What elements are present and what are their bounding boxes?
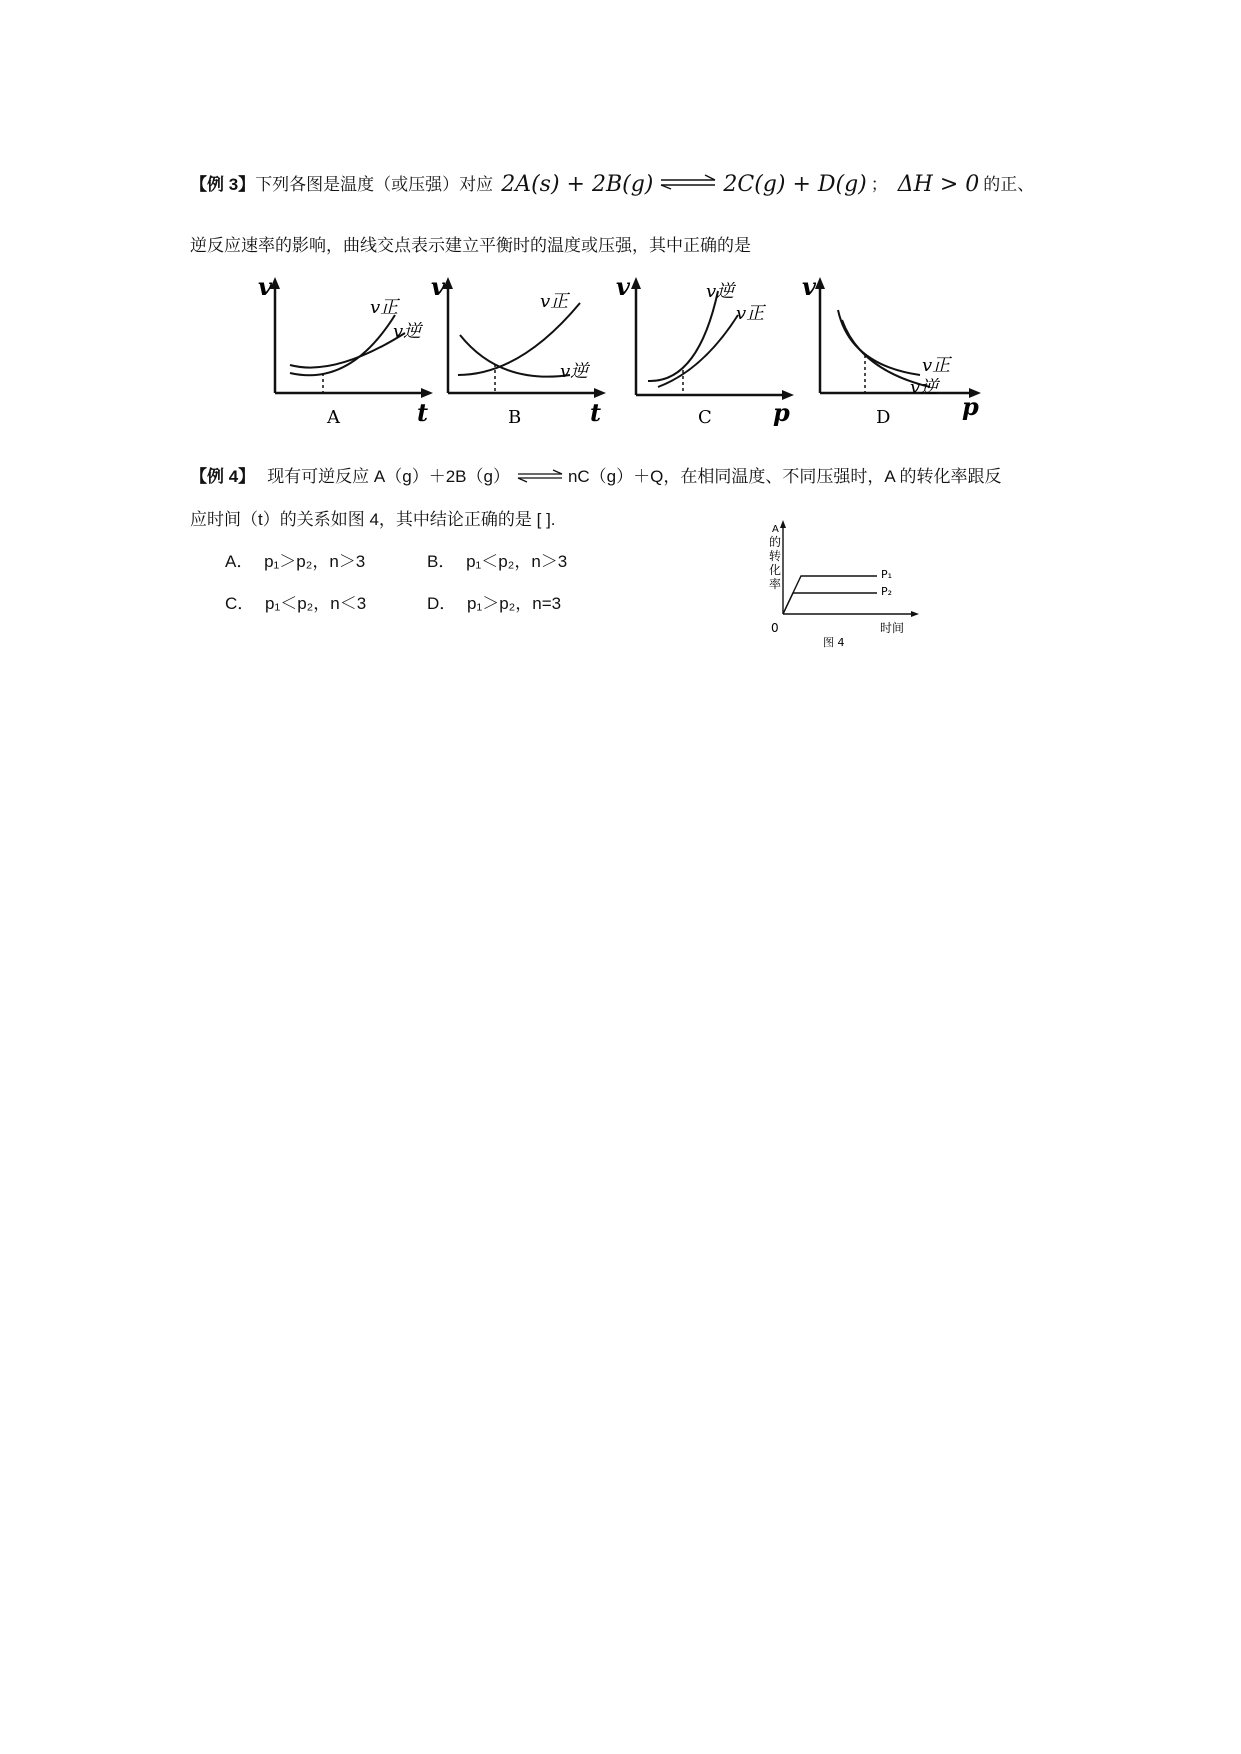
fig4-series1-label: P₁ bbox=[881, 568, 893, 581]
ex3-reaction-left: 2A(s) + 2B(g) bbox=[501, 172, 654, 197]
graph-b-letter: B bbox=[508, 407, 522, 428]
graph-d-letter: D bbox=[876, 407, 891, 428]
option-c-text: p₁＜p₂，n＜3 bbox=[265, 594, 367, 613]
graph-a-curve1-label: v正 bbox=[370, 297, 399, 318]
fig4-series2-label: P₂ bbox=[881, 585, 893, 598]
graph-a-curve2-label: v逆 bbox=[393, 321, 422, 342]
graph-b-x-axis: t bbox=[590, 398, 602, 427]
ex3-tag: 【例 3】 bbox=[190, 175, 256, 194]
ex3-line1 bbox=[190, 170, 1034, 200]
fig4-y-label-2: 的 bbox=[769, 535, 782, 549]
ex3-semicolon: ； bbox=[870, 175, 888, 194]
option-d-text: p₁＞p₂，n=3 bbox=[467, 594, 562, 613]
ex4-line2: 应时间（t）的关系如图 4，其中结论正确的是 [ ]. bbox=[190, 510, 556, 529]
ex3-text-before: 下列各图是温度（或压强）对应 bbox=[255, 175, 494, 194]
graph-d bbox=[800, 272, 985, 430]
equilibrium-arrow-small-icon bbox=[516, 466, 564, 488]
ex4-option-c bbox=[225, 593, 366, 615]
graph-a-letter: A bbox=[327, 407, 340, 428]
option-d-label: D． bbox=[427, 594, 457, 613]
ex4-option-a bbox=[225, 551, 365, 573]
fig4-y-label-4: 化 bbox=[769, 563, 782, 577]
graph-a-y-axis: v bbox=[258, 272, 272, 301]
ex4-line1 bbox=[190, 466, 1002, 488]
graph-a-x-axis: t bbox=[417, 398, 429, 427]
option-a-label: A． bbox=[225, 552, 254, 571]
figure-4 bbox=[745, 518, 925, 653]
graph-c-letter: C bbox=[698, 407, 712, 428]
fig4-y-label-5: 率 bbox=[769, 577, 782, 591]
graph-b-curve1-label: v正 bbox=[540, 291, 569, 312]
ex4-option-d bbox=[427, 593, 561, 615]
graph-c bbox=[616, 272, 798, 430]
equilibrium-arrow-icon bbox=[659, 174, 717, 196]
fig4-origin: 0 bbox=[771, 621, 779, 635]
ex3-delta-h: ΔH > 0 bbox=[897, 172, 980, 197]
fig4-y-label-1: A bbox=[772, 524, 779, 535]
graph-c-curve1-label: v逆 bbox=[706, 281, 735, 302]
ex4-option-b bbox=[427, 551, 567, 573]
graph-d-curve2-label: v逆 bbox=[910, 377, 939, 398]
graph-c-y-axis: v bbox=[616, 272, 630, 301]
ex3-text-after: 的正、 bbox=[983, 175, 1035, 194]
ex4-tag: 【例 4】 bbox=[190, 467, 256, 486]
fig4-caption: 图 4 bbox=[823, 636, 845, 649]
option-b-text: p₁＜p₂，n＞3 bbox=[466, 552, 568, 571]
option-a-text: p₁＞p₂，n＞3 bbox=[264, 552, 366, 571]
ex4-line1-b: nC（g）＋Q，在相同温度、不同压强时，A 的转化率跟反 bbox=[567, 467, 1002, 486]
graph-c-curve2-label: v正 bbox=[736, 303, 765, 324]
ex4-line1-a: 现有可逆反应 A（g）＋2B（g） bbox=[267, 467, 510, 486]
option-c-label: C． bbox=[225, 594, 255, 613]
graph-b bbox=[430, 272, 610, 430]
graph-c-x-axis: p bbox=[773, 398, 790, 427]
option-b-label: B． bbox=[427, 552, 456, 571]
graph-a bbox=[255, 272, 435, 430]
graph-d-curve1-label: v正 bbox=[922, 355, 951, 376]
ex3-line2: 逆反应速率的影响，曲线交点表示建立平衡时的温度或压强，其中正确的是 bbox=[190, 236, 751, 255]
graph-d-y-axis: v bbox=[802, 272, 816, 301]
graph-d-x-axis: p bbox=[962, 392, 979, 421]
fig4-y-label-3: 转 bbox=[769, 549, 782, 563]
graph-b-y-axis: v bbox=[431, 272, 445, 301]
ex3-reaction-right: 2C(g) + D(g) bbox=[723, 172, 867, 197]
fig4-x-label: 时间 bbox=[880, 621, 905, 635]
graph-b-curve2-label: v逆 bbox=[560, 361, 589, 382]
